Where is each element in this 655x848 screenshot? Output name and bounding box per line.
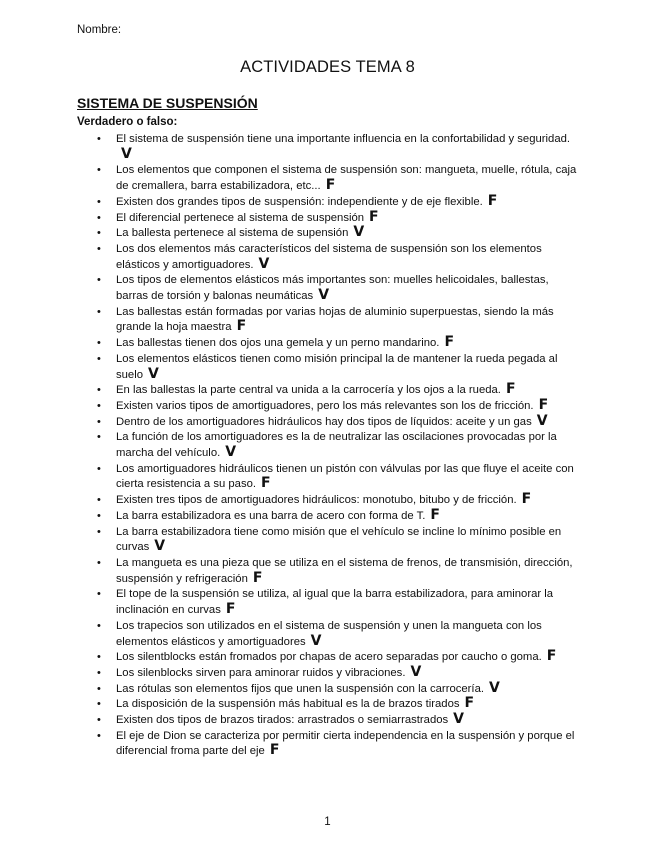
handwritten-answer: F <box>325 177 336 194</box>
item-text: Las ballestas tienen dos ojos una gemela y un perno mandarino. <box>116 337 440 350</box>
list-item <box>0 226 655 242</box>
item-text: La disposición de la suspensión más habitual es la de brazos tirados <box>116 698 460 711</box>
bullet: • <box>97 588 101 601</box>
list-item <box>0 192 655 211</box>
item-text: Los elementos elásticos tienen como misión principal la de mantener la rueda pegada al suelo <box>116 352 558 381</box>
item-text: Los tipos de elementos elásticos más importantes son: muelles helicoidales, ballestas, barras de torsión y balonas neumáticas <box>116 274 549 303</box>
bullet: • <box>97 164 101 177</box>
item-text: El tope de la suspensión se utiliza, al igual que la barra estabilizadora, para aminorar la inclinación en curvas <box>116 588 554 617</box>
question-list <box>0 132 655 760</box>
bullet: • <box>97 729 101 742</box>
item-text: En las ballestas la parte central va unida a la carrocería y los ojos a la rueda. <box>116 384 501 397</box>
bullet: • <box>97 384 101 397</box>
list-item <box>0 336 655 352</box>
bullet: • <box>97 274 101 287</box>
handwritten-answer: F <box>505 381 516 398</box>
item-text: La función de los amortiguadores es la de neutralizar las oscilaciones provocadas por la marcha del vehículo. <box>116 431 557 460</box>
handwritten-answer: F <box>261 475 271 492</box>
section-title: SISTEMA DE SUSPENSIÓN <box>77 95 258 111</box>
item-text: El sistema de suspensión tiene una importante influencia en la confortabilidad y seguridad. <box>116 133 571 145</box>
list-item <box>0 430 655 461</box>
item-text: Las ballestas están formadas por varias hojas de aluminio superpuestas, siendo la más grande la hoja maestra <box>116 305 554 334</box>
handwritten-answer: V <box>121 145 132 162</box>
list-item <box>0 208 655 227</box>
item-text: Los silenblocks sirven para aminorar ruidos y vibraciones. <box>116 666 406 679</box>
nombre-label: Nombre: <box>77 24 122 36</box>
bullet: • <box>97 415 101 428</box>
handwritten-answer: V <box>225 444 237 461</box>
bullet: • <box>97 195 101 208</box>
item-text: Los elementos que componen el sistema de suspensión son: mangueta, muelle, rótula, caja de cremallera, barra estabilizadora, etc... <box>116 164 577 193</box>
item-text: La barra estabilizadora es una barra de acero con forma de T. <box>116 509 426 522</box>
list-item <box>0 619 655 650</box>
bullet: • <box>97 509 101 522</box>
list-item <box>0 352 655 383</box>
handwritten-answer: V <box>489 679 500 696</box>
bullet: • <box>97 227 101 240</box>
handwritten-answer: F <box>538 396 549 413</box>
list-item <box>0 663 655 682</box>
bullet: • <box>97 525 101 538</box>
handwritten-answer: F <box>444 334 455 351</box>
item-text: Los dos elementos más característicos del sistema de suspensión son los elementos elásticos y amortiguadores. <box>116 242 542 271</box>
list-item <box>0 506 655 525</box>
handwritten-answer: V <box>310 632 322 649</box>
item-text: El eje de Dion se caracteriza por permitir cierta independencia en la suspensión y porque el diferencial froma parte del eje <box>116 729 575 758</box>
list-item <box>0 556 655 587</box>
handwritten-answer: V <box>353 224 365 241</box>
handwritten-answer: V <box>536 412 548 429</box>
bullet: • <box>97 556 101 569</box>
item-text: Los trapecios son utilizados en el sistema de suspensión y unen la mangueta con los elementos elásticos y amortiguadores <box>116 619 542 648</box>
item-text: Los amortiguadores hidráulicos tienen un pistón con válvulas por las que fluye el aceite con cierta resistencia a su paso. <box>116 462 574 491</box>
item-text: Existen dos tipos de brazos tirados: arrastrados o semiarrastrados <box>116 714 449 727</box>
list-item <box>0 396 655 415</box>
list-item <box>0 493 655 509</box>
handwritten-answer: V <box>410 663 422 680</box>
handwritten-answer: F <box>252 569 263 586</box>
handwritten-answer: F <box>430 506 440 523</box>
list-item <box>0 132 655 163</box>
list-item <box>0 412 655 431</box>
list-item <box>0 305 655 336</box>
page-title: ACTIVIDADES TEMA 8 <box>240 58 415 76</box>
list-item <box>0 273 655 304</box>
handwritten-answer: F <box>236 318 247 335</box>
list-item <box>0 650 655 666</box>
bullet: • <box>97 666 101 679</box>
bullet: • <box>97 431 101 444</box>
item-text: Existen tres tipos de amortiguadores hidráulicos: monotubo, bitubo y de fricción. <box>116 494 517 507</box>
handwritten-answer: F <box>487 192 498 209</box>
handwritten-answer: V <box>453 711 464 728</box>
bullet: • <box>97 211 101 224</box>
item-text: Existen dos grandes tipos de suspensión: independiente y de eje flexible. <box>116 195 483 208</box>
item-text: La mangueta es una pieza que se utiliza en el sistema de frenos, de transmisión, dirección, suspensión y refrigeración <box>116 556 573 585</box>
item-text: Los silentblocks están fromados por chapas de acero separadas por caucho o goma. <box>116 651 542 664</box>
list-item <box>0 729 655 760</box>
item-text: El diferencial pertenece al sistema de suspensión <box>116 211 365 224</box>
handwritten-answer: F <box>269 742 280 759</box>
list-item <box>0 713 655 729</box>
item-text: Existen varios tipos de amortiguadores, pero los más relevantes son los de fricción. <box>116 399 534 412</box>
bullet: • <box>97 682 101 695</box>
item-text: Dentro de los amortiguadores hidráulicos hay dos tipos de líquidos: aceite y un gas <box>116 415 532 428</box>
item-text: La ballesta pertenece al sistema de supensión <box>116 227 349 240</box>
item-text: Las rótulas son elementos fijos que unen la suspensión con la carrocería. <box>116 682 484 695</box>
handwritten-answer: F <box>225 601 236 618</box>
bullet: • <box>97 651 101 664</box>
bullet: • <box>97 619 101 632</box>
list-item <box>0 242 655 273</box>
bullet: • <box>97 399 101 412</box>
list-item <box>0 587 655 618</box>
handwritten-answer: F <box>546 648 557 665</box>
list-item <box>0 462 655 493</box>
list-item <box>0 383 655 399</box>
list-item <box>0 697 655 713</box>
bullet: • <box>97 462 101 475</box>
handwritten-answer: F <box>464 695 475 712</box>
page-number: 1 <box>324 816 331 828</box>
bullet: • <box>97 698 101 711</box>
handwritten-answer: V <box>318 287 330 304</box>
list-item <box>0 163 655 194</box>
handwritten-answer: V <box>258 255 270 272</box>
bullet: • <box>97 714 101 727</box>
item-text: La barra estabilizadora tiene como misión que el vehículo se incline lo mínimo posible en curvas <box>116 525 562 554</box>
bullet: • <box>97 352 101 365</box>
subtitle: Verdadero o falso: <box>77 116 178 128</box>
list-item <box>0 679 655 698</box>
bullet: • <box>97 494 101 507</box>
list-item <box>0 525 655 556</box>
handwritten-answer: F <box>521 491 532 508</box>
handwritten-answer: V <box>148 365 159 382</box>
bullet: • <box>97 242 101 255</box>
bullet: • <box>97 133 101 145</box>
bullet: • <box>97 305 101 318</box>
handwritten-answer: F <box>369 208 379 225</box>
bullet: • <box>97 337 101 350</box>
handwritten-answer: V <box>154 538 166 555</box>
